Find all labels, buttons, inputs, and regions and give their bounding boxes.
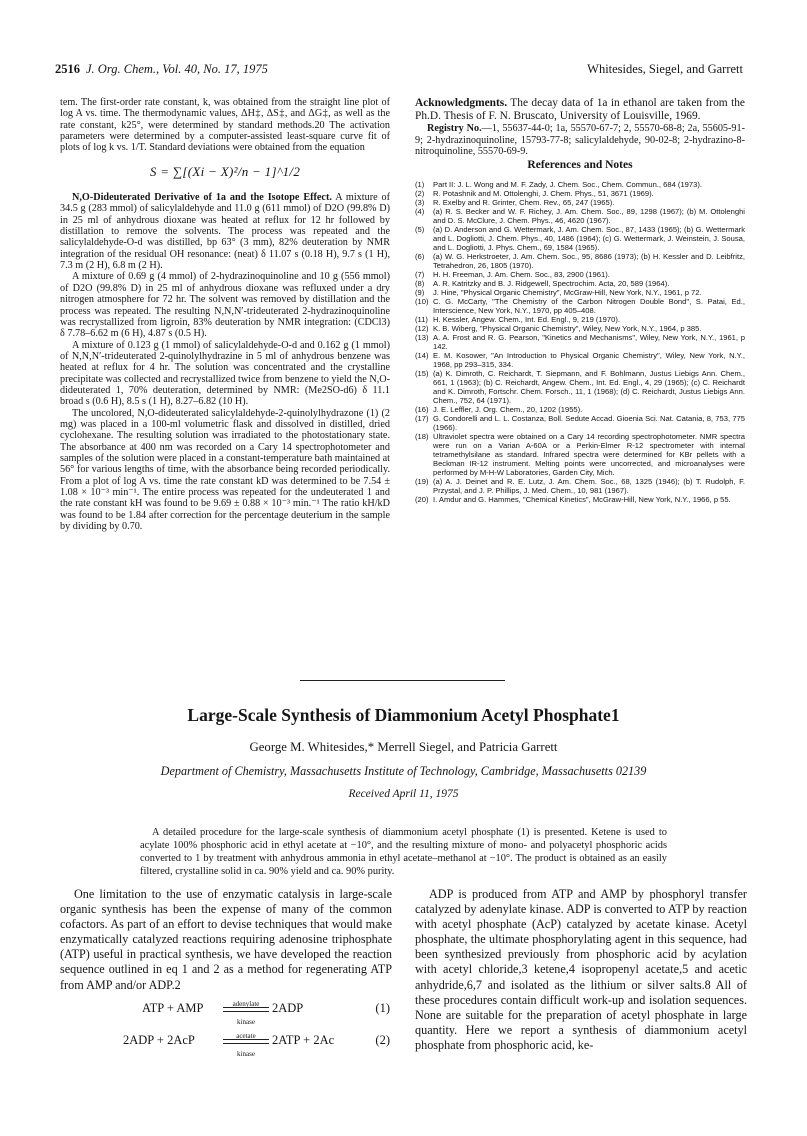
reference-item — [415, 324, 745, 333]
ack-lead: Acknowledgments. — [415, 97, 508, 109]
reference-text: E. M. Kosower, "An Introduction to Physical Organic Chemistry", Wiley, New York, N.Y., 1968, pp 293–315, 334. — [433, 350, 745, 369]
reference-number: (7) — [415, 269, 425, 279]
equation-2 — [60, 1033, 392, 1057]
eq1-enzyme: adenylate — [232, 999, 260, 1008]
section-heading: N,O-Dideuterated Derivative of 1a and the Isotope Effect. — [72, 192, 332, 204]
eq2-number: (2) — [375, 1032, 390, 1047]
article-abstract: A detailed procedure for the large-scale synthesis of diammonium acetyl phosphate (1) is presented. Ketene is used to acylate 100% phosphoric acid in ethyl acetate at −10°, and the resulting mixture of mono- and polyacetyl phosphoric acids converted to 1 by treatment with anhydrous ammonia in ethyl acetate–methanol at −10°. The product is obtained as an easily filtered, crystalline solid in ca. 90% yield and ca. 90% purity. — [140, 827, 667, 877]
reference-text: K. B. Wiberg, "Physical Organic Chemistry", Wiley, New York, N.Y., 1964, p 385. — [433, 323, 702, 333]
reference-text: H. H. Freeman, J. Am. Chem. Soc., 83, 2900 (1961). — [433, 269, 610, 279]
reference-text: R. Exelby and R. Grinter, Chem. Rev., 65, 247 (1965). — [433, 197, 615, 207]
reference-text: (a) W. G. Herkstroeter, J. Am. Chem. Soc., 95, 8686 (1973); (b) H. Kessler and D. Leibfritz, Tetrahedron, 26, 1805 (1970). — [433, 251, 745, 270]
reference-item — [415, 315, 745, 324]
registry-lead: Registry No. — [427, 123, 482, 135]
reference-item — [415, 414, 745, 432]
reference-item — [415, 279, 745, 288]
running-authors: Whitesides, Siegel, and Garrett — [587, 62, 743, 76]
reference-text: J. E. Leffler, J. Org. Chem., 20, 1202 (1955). — [433, 404, 583, 414]
reference-item — [415, 405, 745, 414]
eq2-rhs: 2ATP + 2Ac — [272, 1032, 335, 1047]
reference-item — [415, 180, 745, 189]
reference-text: (a) R. S. Becker and W. F. Richey, J. Am. Chem. Soc., 89, 1298 (1967); (b) M. Ottolenghi and D. S. McClure, J. Chem. Phys., 46, 4620 (1967). — [433, 206, 745, 225]
reference-number: (17) — [415, 413, 429, 423]
reference-text: (a) D. Anderson and G. Wettermark, J. Am. Chem. Soc., 87, 1433 (1965); (b) G. Wettermark and L. Dogliotti, J. Chem. Phys., 40, 1486 (1964); (c) G. Wettermark, J. Weinstein, J. Sousa, and L. Dogliotti, J. Phys. Chem., 69, 1584 (1965). — [433, 224, 745, 252]
reference-number: (8) — [415, 278, 425, 288]
reference-item — [415, 252, 745, 270]
references-title: References and Notes — [527, 158, 633, 171]
page-number: 2516 — [55, 62, 80, 76]
reference-item — [415, 270, 745, 279]
journal-citation: J. Org. Chem., Vol. 40, No. 17, 1975 — [86, 62, 268, 76]
adp-paragraph: ADP is produced from ATP and AMP by phosphoryl transfer catalyzed by adenylate kinase. ADP is converted to ATP by reaction with acetyl phosphate (AcP) catalyzed by acetate kinase. Acetyl phosphate, the ultimate phosphorylating agent in this sequence, had been synthesized previously from phosphoric acid by acylation with acetyl chloride,3 ketene,4 isopropenyl acetate,5 and acetic anhydride,6,7 and isolated as the lithium or silver salts.8 All of these procedures contain difficult work-up and isolation sequences. None are suitable for the preparation of acetyl phosphate in large quantity. Here we report a synthesis of diammonium acetyl phosphate from phosphoric acid, ke- — [415, 887, 747, 1052]
eq1-lhs: ATP + AMP — [142, 1000, 204, 1015]
eq2-equilibrium-arrow — [223, 1033, 269, 1057]
reference-text: H. Kessler, Angew. Chem., Int. Ed. Engl., 9, 219 (1970). — [433, 314, 620, 324]
reference-text: A. A. Frost and R. G. Pearson, "Kinetics and Mechanisms", Wiley, New York, N.Y., 1961, p 142. — [433, 332, 745, 351]
ack-text: The decay data of 1a in ethanol are taken from the Ph.D. Thesis of F. N. Bruscato, University of Louisville, 1969. — [415, 97, 745, 123]
reference-item — [415, 207, 745, 225]
intro-paragraph: One limitation to the use of enzymatic catalysis in large-scale organic synthesis has been the expense of many of the common cofactors. As part of an effort to devise techniques that would make enzymatically catalyzed reactions requiring adenosine triphosphate (ATP) useful in practical synthesis, we have developed the reaction sequence outlined in eq 1 and 2 as a method for regenerating ATP from AMP and/or ADP.2 — [60, 887, 392, 992]
reference-text: (a) A. J. Deinet and R. E. Lutz, J. Am. Chem. Soc., 68, 1325 (1946); (b) T. Rudolph, F. Przystal, and J. P. Phillips, J. Med. Chem., 10, 981 (1967). — [433, 476, 745, 495]
reference-number: (11) — [415, 314, 428, 324]
left-column — [60, 97, 390, 532]
reference-item — [415, 333, 745, 351]
reference-item — [415, 351, 745, 369]
reference-number: (16) — [415, 404, 429, 414]
acknowledgments — [415, 97, 745, 123]
header-left — [55, 62, 268, 77]
reference-number: (1) — [415, 179, 425, 189]
reference-item — [415, 297, 745, 315]
reference-number: (20) — [415, 494, 429, 504]
reference-text: I. Amdur and G. Hammes, "Chemical Kinetics", McGraw-Hill, New York, N.Y., 1966, p 55. — [433, 494, 731, 504]
article-authors: George M. Whitesides,* Merrell Siegel, and Patricia Garrett — [249, 740, 558, 754]
article-title: Large-Scale Synthesis of Diammonium Acetyl Phosphate1 — [187, 705, 620, 725]
paragraph-isotope-effect: The uncolored, N,O-dideuterated salicylaldehyde-2-quinolylhydrazone (1) (2 mg) was placed in a 100-ml volumetric flask and dissolved in distilled, dried cyclohexane. The resulting solution was irradiated to the photostationary state. The absorbance at 400 nm was recorded on a Cary 14 spectrophotometer and samples of the solution were placed in a constant-temperature bath maintained at 56° for various lengths of time, with the absorbance being recorded periodically. From a plot of log A vs. time the rate constant kD was determined to be 7.54 ± 1.08 × 10⁻³ min⁻¹. The entire process was repeated for the undeuterated 1 and the rate constant kH was found to be 9.69 ± 0.88 × 10⁻³ min.⁻¹ The ratio kH/kD was found to be 1.84 after correction for the percentage deuterium in the sample by dividing by 0.70. — [60, 407, 390, 533]
reference-item — [415, 369, 745, 405]
paragraph-dideuterated — [60, 192, 390, 271]
section-text: A mixture of 34.5 g (283 mmol) of salicylaldehyde and 11.0 g (611 mmol) of D2O (99.8% D) in 25 ml of anhydrous dioxane was heated at reflux for 12 hr followed by distillation to remove the solvents. The process was repeated and the salicylaldehyde-O-d was distilled, bp 63° (3 mm), 82% deuteration by NMR integration of the residual OH resonance: (neat) δ 11.07 s (0.18 H), 9.7 s (1 H), 7.3 m (2 H), 6.8 m (2 H). — [60, 192, 390, 272]
reference-text: R. Potashnik and M. Ottolenghi, J. Chem. Phys., 51, 3671 (1969). — [433, 188, 654, 198]
reference-text: Ultraviolet spectra were obtained on a Cary 14 recording spectrophotometer. NMR spectra were run on a Varian A-60A or a Perkin-Elmer R-12 spectrometer with internal tetramethylsilane as standard. Infrared spectra were determined for KBr pellets with a Beckman IR-12 instrument. Melting points were uncorrected, and microanalyses were performed by M-H-W Laboratories, Garden City, Mich. — [433, 431, 745, 477]
paragraph-salicylaldehyde: A mixture of 0.123 g (1 mmol) of salicylaldehyde-O-d and 0.162 g (1 mmol) of N,N,N′-trideuterated 2-quinolylhydrazine in 5 ml of anhydrous benzene was heated at reflux for 4 hr. The solution was concentrated and the crystalline precipitate was collected and recrystallized twice from benzene to yield the N,O-dideuterated 1, 70% deuteration, determined by NMR: (Me2SO-d6) δ 11.1 broad s (0.6 H), 8.5 s (1 H), 8.27–6.82 (10 H). — [60, 339, 390, 408]
reference-number: (14) — [415, 350, 429, 360]
reference-number: (4) — [415, 206, 425, 216]
reference-number: (15) — [415, 368, 429, 378]
eq2-enzyme: acetate — [236, 1031, 256, 1040]
right-column — [415, 97, 745, 504]
running-header — [55, 62, 743, 80]
reference-text: Part II: J. L. Wong and M. F. Zady, J. Chem. Soc., Chem. Commun., 684 (1973). — [433, 179, 702, 189]
eq2-lhs: 2ADP + 2AcP — [123, 1032, 195, 1047]
eq1-number: (1) — [375, 1000, 390, 1015]
reference-number: (2) — [415, 188, 425, 198]
reference-item — [415, 495, 745, 504]
reference-number: (13) — [415, 332, 429, 342]
reference-item — [415, 432, 745, 477]
reference-item — [415, 288, 745, 297]
reference-number: (3) — [415, 197, 425, 207]
eq1-rhs: 2ADP — [272, 1000, 304, 1015]
reference-number: (5) — [415, 224, 425, 234]
article-separator — [300, 680, 505, 681]
reference-text: (a) K. Dimroth, C. Reichardt, T. Siepmann, and F. Bohlmann, Justus Liebigs Ann. Chem., 661, 1 (1963); (b) C. Reichardt, Angew. Chem., Int. Ed. Engl., 4, 29 (1965); (c) C. Reichardt and K. Dimroth, Fortschr. Chem. Forsch., 11, 1 (1968); (d) C. Reichardt, Justus Liebigs Ann. Chem., 752, 64 (1971). — [433, 368, 745, 405]
article-body-right — [415, 887, 747, 1053]
reference-number: (18) — [415, 431, 429, 441]
equation-1 — [60, 1001, 392, 1025]
eq2-enzyme-kinase: kinase — [237, 1049, 255, 1058]
reference-text: J. Hine, "Physical Organic Chemistry", McGraw-Hill, New York, N.Y., 1961, p 72. — [433, 287, 702, 297]
reference-text: C. G. McCarty, "The Chemistry of the Carbon Nitrogen Double Bond", S. Patai, Ed., Interscience, New York, N.Y., 1970, pp 405–408. — [433, 296, 745, 315]
reference-text: A. R. Katritzky and B. J. Ridgewell, Spectrochim. Acta, 20, 589 (1964). — [433, 278, 670, 288]
std-dev-formula: S = ∑[(Xi − X)²/n − 1]^1/2 — [149, 163, 301, 179]
reference-item — [415, 225, 745, 252]
article-body-left — [60, 887, 392, 1057]
reference-item — [415, 198, 745, 207]
registry-numbers — [415, 123, 745, 157]
reference-text: G. Condorelli and L. L. Costanza, Boll. Sedute Accad. Gioenia Sci. Nat. Catania, 8, 753, 775 (1966). — [433, 413, 745, 432]
article-affiliation: Department of Chemistry, Massachusetts Institute of Technology, Cambridge, Massachusetts 02139 — [160, 764, 647, 778]
reference-number: (6) — [415, 251, 425, 261]
reference-item — [415, 189, 745, 198]
reference-number: (19) — [415, 476, 429, 486]
reference-item — [415, 477, 745, 495]
reference-number: (12) — [415, 323, 429, 333]
reference-number: (10) — [415, 296, 429, 306]
registry-text: —1, 55637-44-0; 1a, 55570-67-7; 2, 55570-68-8; 2a, 55605-91-9; 2-hydrazinoquinoline, 15793-77-8; salicylaldehyde, 90-02-8; 2-hydrazino-8-nitroquinoline, 55570-69-9. — [415, 123, 745, 158]
references-list — [415, 180, 745, 504]
eq1-equilibrium-arrow — [223, 1001, 269, 1025]
reference-number: (9) — [415, 287, 425, 297]
article-received: Received April 11, 1975 — [348, 788, 459, 800]
eq1-enzyme-kinase: kinase — [237, 1017, 255, 1026]
paragraph-kinetics: tem. The first-order rate constant, k, was obtained from the straight line plot of log A vs. time. The thermodynamic values, ΔH‡, ΔS‡, and ΔG‡, as well as the rate constant, k25°, were determined by standard methods.20 The activation parameters were determined by a computer-assisted least-square curve fit of plots of log k vs. 1/T. Standard deviations were obtained from the equation — [60, 97, 390, 154]
paragraph-hydrazinoquinoline: A mixture of 0.69 g (4 mmol) of 2-hydrazinoquinoline and 10 g (556 mmol) of D2O (99.8% D) in 25 ml of anhydrous dioxane was refluxed under a dry nitrogen atmosphere for 72 hr. The solvent was removed by distillation and the process was repeated. The resulting N,N,N′-trideuterated 2-hydrazinoquinoline was recrystallized from ligroin, 83% deuteration by NMR integration: (CDCl3) δ 7.78–6.62 m (6 H), 4.87 s (0.5 H). — [60, 271, 390, 340]
